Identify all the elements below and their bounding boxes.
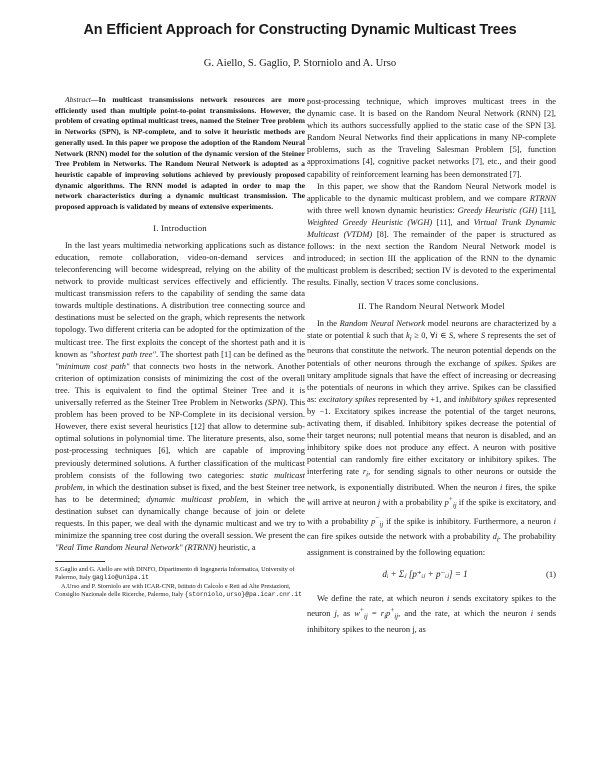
rnn-paragraph-2: We define the rate, at which neuron i sends excitatory spikes to the neuron j, as $w^+_{ij} = r_ip^+_{ij}$, and the rate, at which the neuron i sends inhibitory spikes to the neuron j, as <box>307 593 556 635</box>
abstract-text: —In multicast transmissions network resources are more efficiently used than multiple point-to-point transmissions. However, the problem of creating optimal multicast trees, named the Steiner Tree problem in Networks (SPN), is NP-complete, and to solve it heuristic methods are generally used. In this paper we propose the adoption of the Random Neural Network (RNN) model for the solution of the dynamic version of the Steiner Tree Problem in Networks. The Random Neural Network is adopted as a heuristic capable of improving solutions achieved by previously proposed dynamic algorithms. The RNN model is adapted in order to map the network characteristics during a dynamic multicast transmission. The proposed approach is validated by means of extensive experiments. <box>55 95 305 212</box>
right-column <box>307 95 556 635</box>
abstract-label: Abstract <box>65 95 91 104</box>
paper-title: An Efficient Approach for Constructing Dynamic Multicast Trees <box>83 22 517 38</box>
abstract <box>55 95 305 213</box>
equation-1 <box>307 562 556 588</box>
left-column <box>55 95 305 599</box>
footnote-email-1: gaglio@unipa.it <box>92 574 149 582</box>
intro-paragraph: In the last years multimedia networking applications such as distance education, remote collaboration, video-on-demand services and teleconferencing will become widespread, relying on the ability of the network to provide multicast services effectively and efficiently. The multicast transmission refers to the capability of sending the same data towards multiple destinations. A distribution tree connecting source and destinations must be selected on the graph, which represents the network topology. Two different criteria can be adopted for the optimization of the multicast tree. The first exploits the concept of the shortest path and it is known as "shortest path tree". The shortest path [1] can be defined as the "minimum cost path" that connects two hosts in the network. Another criterion of optimization consists of minimizing the cost of the overall tree. This is equivalent to find the optimal Steiner Tree and it is universally referred as the Steiner Tree Problem in Networks (SPN). This problem has been proved to be NP-Complete in its decisional version. However, there exist several heuristics [12] that allow to determine sub-optimal solutions in polynomial time. The literature presents, also, some post-processing techniques [6], which are capable of improving previously determined solutions. A further classification of the multicast problem consists of the following two categories: static multicast problem, in which the destination subset is fixed, and the best Steiner tree has to be determined; dynamic multicast problem, in which the destination subset can dynamically change because of join or delete requests. In this paper, we deal with the dynamic multicast and we try to minimize the spanning tree cost during the overall session. We present the "Real Time Random Neural Network" (RTRNN) heuristic, a <box>55 239 306 553</box>
paper-authors: G. Aiello, S. Gaglio, P. Storniolo and A. Urso <box>203 58 397 69</box>
equation-number: (1) <box>545 569 556 580</box>
section-heading-introduction: I. Introduction <box>153 222 207 233</box>
footnote-affiliation-2: A.Urso and P. Storniolo are with ICAR-CNR, Istituto di Calcolo e Reti ad Alte Prestazioni, Consiglio Nazionale delle Ricerche, Palermo, Italy {storniolo,urso}@pa.icar.cnr.it <box>55 582 302 598</box>
rnn-paragraph: In the Random Neural Network model neurons are characterized by a state or potential k such that $k_i \ge 0$, ∀i ∈ S, where S represents the set of neurons that constitute the network. The neuron potential depends on the potentials of other neurons through the exchange of spikes. Spikes are unitary amplitude signals that have the effect of increasing or decreasing the potentials of neurons in which they arrive. Spikes can be classified as: excitatory spikes represented by +1, and inhibitory spikes represented by −1. Excitatory spikes increase the potential of the target neurons, activating them, if disabled. Inhibitory spikes decrease the potential of their target neurons; null potential means that neuron is disabled, and an inhibitory spike does not produce any effect. A neuron with positive potential can randomly fire either excitatory or inhibitory spikes. The interfering rate $r_i$, for sending signals to other neurons or outside the network, is exponentially distributed. When the neuron i fires, the spike will arrive at neuron j with a probability $p^+_{ij}$ if the spike is excitatory, and with a probability $p^-_{ij}$ if the spike is inhibitory. Furthermore, a neuron i can fire spikes outside the network with a probability $d_i$. The probability assignment is constrained by the following equation: <box>307 317 557 558</box>
footnote-affiliation-1: S.Gaglio and G. Aiello are with DINFO, Dipartimento di Ingegneria Informatica, University of Palermo, Italy gaglio@unipa.it <box>55 566 295 582</box>
footnote-rule <box>55 561 105 562</box>
intro-paragraph-2: In this paper, we show that the Random Neural Network model is applicable to the dynamic multicast problem, and we compare RTRNN with three well known dynamic heuristics: Greedy Heuristic (GH) [11], Weighted Greedy Heuristic (WGH) [11], and Virtual Trunk Dynamic Multicast (VTDM) [8]. The remainder of the paper is structured as follows: in the next section the Random Neural Network model is introduced; in section III the application of the RNN to the dynamic multicast problem is described; section IV is devoted to the experimental results. Finally, section V traces some conclusions. <box>307 180 556 288</box>
equation-expression: dᵢ + Σⱼ [p⁺ᵢⱼ + p⁻ᵢⱼ] = 1 <box>382 569 468 580</box>
footnote-email-2: {storniolo,urso}@pa.icar.cnr.it <box>184 590 302 598</box>
intro-paragraph-continued: post-processing technique, which improves multicast trees in the dynamic case. It is based on the Random Neural Network (RNN) [2], which its authors successfully applied to the static case of the SPN [3]. Random Neural Networks find their applications in many NP-complete problems, such as the Traveling Salesman Problem [5], function approximations [4], cognitive packet networks [7], etc., and their good capability of reinforcement learning has been demonstrated [7]. <box>307 96 556 179</box>
section-heading-rnn-model: II. The Random Neural Network Model <box>357 300 506 311</box>
